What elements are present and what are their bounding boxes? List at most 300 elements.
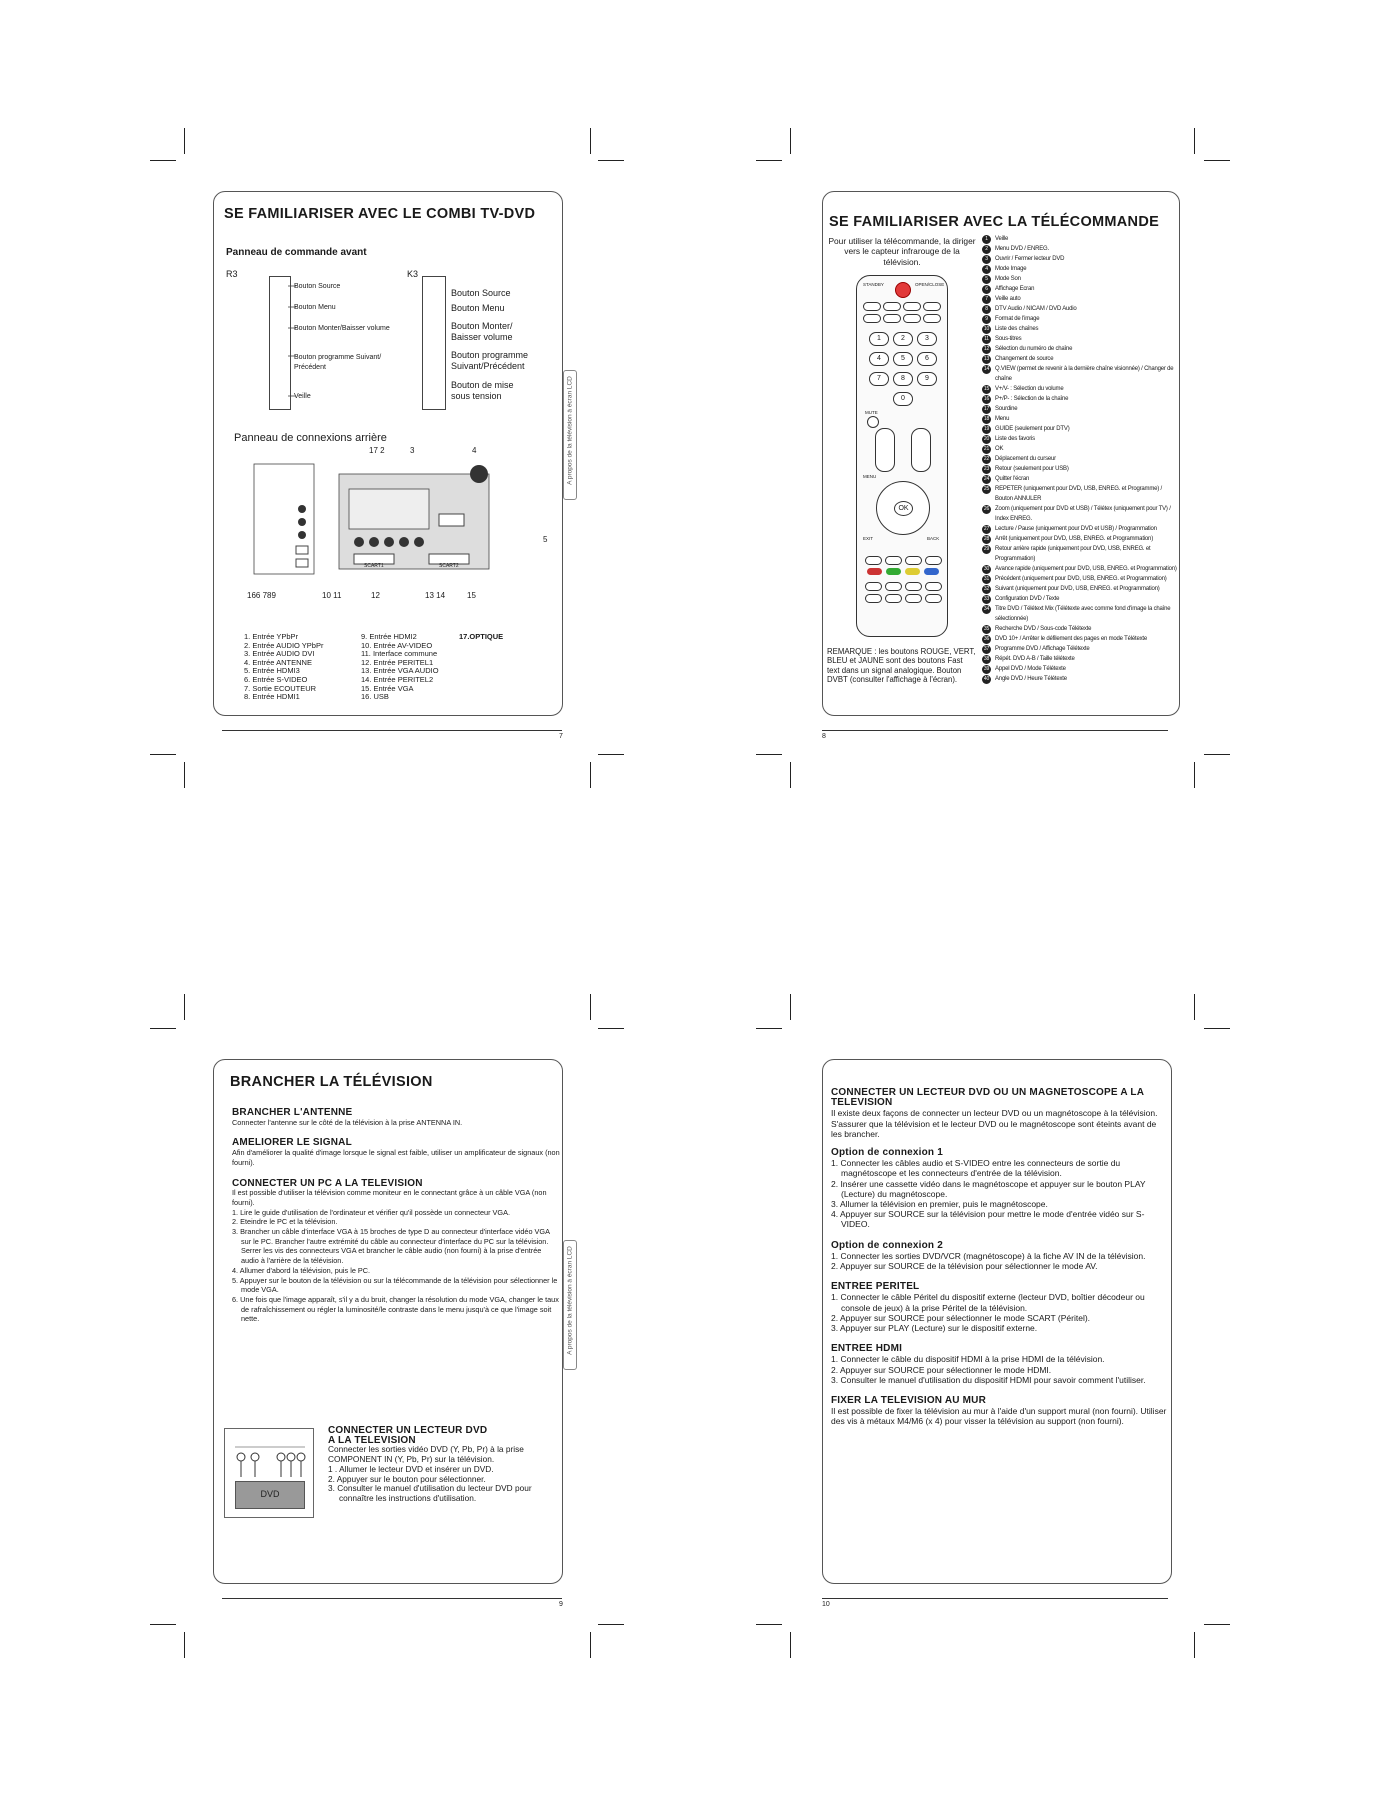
legend-number-badge: 11	[982, 335, 991, 344]
legend-item	[982, 664, 1178, 674]
legend-text: Ouvrir / Fermer lecteur DVD	[995, 256, 1065, 262]
crop-mark	[590, 762, 591, 788]
option2-step: 1. Connecter les sorties DVD/VCR (magnétoscope) à la fiche AV IN de la télévision.	[831, 1250, 1146, 1261]
page-number: 9	[559, 1601, 563, 1608]
legend-item	[982, 444, 1178, 454]
legend-item	[982, 264, 1178, 274]
dvd-section	[328, 1426, 560, 1504]
transport-button[interactable]	[925, 556, 942, 565]
wall-text: Il est possible de fixer la télévision au mur à l'aide d'un support mural (non fourni). Utiliser des vis à métaux M4/M6 (x 4) pour visser la télévision au support (non fourni).	[831, 1406, 1167, 1427]
side-tab-page-9	[563, 1240, 577, 1370]
page4-body	[831, 1088, 1167, 1427]
side-tab-text: A propos de la télévision à écran LCD	[566, 1246, 574, 1355]
signal-text: Afin d'améliorer la qualité d'image lorsque le signal est faible, utiliser un amplificateur de signaux (non fourni).	[232, 1148, 560, 1167]
option1-step: 3. Allumer la télévision en premier, puis le magnétoscope.	[831, 1199, 1048, 1210]
transport-button[interactable]	[905, 582, 922, 591]
input-item: 5. Entrée HDMI3	[244, 666, 300, 676]
side-tab-page-7	[563, 370, 577, 500]
legend-text: Sourdine	[995, 406, 1018, 412]
page3-body	[232, 1108, 560, 1324]
transport-button[interactable]	[905, 556, 922, 565]
crop-mark	[150, 1028, 176, 1029]
remote-legend	[982, 234, 1178, 684]
input-item: 10. Entrée AV-VIDEO	[361, 640, 433, 650]
k3-item-source: Bouton Source	[451, 288, 511, 298]
mute-label: MUTE	[865, 410, 878, 415]
input-item: 8. Entrée HDMI1	[244, 692, 300, 702]
crop-mark	[1204, 160, 1230, 161]
legend-number-badge: 12	[983, 345, 990, 352]
channel-rocker[interactable]	[911, 428, 931, 472]
legend-text: Déplacement du curseur	[995, 456, 1056, 462]
crop-mark	[184, 994, 185, 1020]
peritel-step: 3. Appuyer sur PLAY (Lecture) sur le dispositif externe.	[831, 1323, 1038, 1334]
wall-heading: FIXER LA TELEVISION AU MUR	[831, 1395, 987, 1407]
blue-button[interactable]	[924, 568, 939, 575]
legend-number-badge: 6	[982, 285, 991, 294]
pc-step: 1. Lire le guide d'utilisation de l'ordinateur et vérifier qu'il possède un connecteur VGA.	[232, 1207, 510, 1217]
legend-number-badge: 7	[982, 295, 991, 304]
rear-label-10-11: 10 11	[322, 591, 342, 600]
legend-text: DVD 10+ / Arrêter le défilement des pages en mode Télétexte	[995, 636, 1148, 642]
yellow-button[interactable]	[905, 568, 920, 575]
function-button[interactable]	[903, 314, 921, 323]
function-button[interactable]	[883, 302, 901, 311]
exit-label: EXIT	[863, 536, 874, 541]
legend-number-badge: 32	[983, 585, 990, 592]
legend-text: Lecture / Pause (uniquement pour DVD et USB) / Programmation	[995, 526, 1157, 532]
legend-text: Répét. DVD A-B / Taille télétexte	[995, 656, 1075, 662]
back-label: BACK	[927, 536, 940, 541]
remote-intro: Pour utiliser la télécommande, la diriger vers le capteur infrarouge de la télévision.	[828, 236, 976, 267]
input-item: 12. Entrée PERITEL1	[361, 657, 434, 667]
r3-item-source: Bouton Source	[294, 283, 341, 290]
legend-text: Liste des favoris	[995, 436, 1035, 442]
legend-text: Changement de source	[995, 356, 1054, 362]
page-9	[213, 1059, 563, 1584]
page-title: BRANCHER LA TÉLÉVISION	[230, 1074, 433, 1090]
number-key-2[interactable]: 2	[893, 332, 913, 346]
number-key-7[interactable]: 7	[869, 372, 889, 386]
legend-text: Appel DVD / Mode Télétexte	[995, 666, 1066, 672]
page-number: 8	[822, 733, 826, 740]
legend-number-badge: 34	[983, 605, 990, 612]
function-button[interactable]	[903, 302, 921, 311]
transport-button[interactable]	[925, 594, 942, 603]
pc-heading: CONNECTER UN PC A LA TELEVISION	[232, 1177, 423, 1189]
legend-number-badge: 33	[983, 595, 990, 602]
k3-panel-strip	[422, 276, 446, 410]
function-button[interactable]	[863, 314, 881, 323]
option1-heading: Option de connexion 1	[831, 1147, 943, 1159]
legend-number-badge: 13	[983, 355, 990, 362]
k3-item-volume: Bouton Monter/ Baisser volume	[451, 321, 513, 342]
legend-number-badge: 3	[982, 255, 991, 264]
legend-item	[982, 324, 1178, 334]
legend-number-badge: 39	[983, 665, 990, 672]
dvd-diagram	[224, 1428, 314, 1518]
crop-mark	[756, 754, 782, 755]
dvd-label: DVD	[260, 1489, 280, 1499]
input-item: 3. Entrée AUDIO DVI	[244, 649, 315, 659]
standby-label: STANDBY	[863, 282, 884, 287]
legend-text: Liste des chaînes	[995, 326, 1039, 332]
input-item: 17.OPTIQUE	[459, 632, 504, 641]
dvd-step: 3. Consulter le manuel d'utilisation du lecteur DVD pour connaître les instructions d'utilisation.	[328, 1483, 532, 1503]
legend-item	[982, 334, 1178, 344]
legend-number-badge: 5	[982, 275, 991, 284]
legend-item	[982, 654, 1178, 664]
pc-step: 4. Allumer d'abord la télévision, puis le PC.	[232, 1265, 371, 1275]
legend-text: OK	[995, 446, 1004, 452]
color-buttons	[867, 568, 939, 576]
legend-item	[982, 504, 1178, 524]
legend-text: Affichage Ecran	[995, 286, 1035, 292]
rear-panel-heading: Panneau de connexions arrière	[234, 432, 387, 444]
legend-number-badge: 27	[983, 525, 990, 532]
dvd-vcr-heading: CONNECTER UN LECTEUR DVD OU UN MAGNETOSCOPE A LA TELEVISION	[831, 1087, 1144, 1109]
number-key-0[interactable]: 0	[893, 392, 913, 406]
number-key-4[interactable]: 4	[869, 352, 889, 366]
footer-line	[222, 1598, 562, 1599]
green-button[interactable]	[886, 568, 901, 575]
hdmi-step: 3. Consulter le manuel d'utilisation du dispositif HDMI pour savoir comment l'utiliser.	[831, 1374, 1146, 1385]
legend-number-badge: 9	[982, 315, 991, 324]
input-item: 4. Entrée ANTENNE	[244, 657, 312, 667]
legend-item	[982, 404, 1178, 414]
transport-button[interactable]	[885, 582, 902, 591]
footer-line	[822, 730, 1168, 731]
input-item: 6. Entrée S-VIDEO	[244, 674, 308, 684]
crop-mark	[1194, 994, 1195, 1020]
crop-mark	[1194, 762, 1195, 788]
legend-text: Configuration DVD / Texte	[995, 596, 1060, 602]
legend-item	[982, 274, 1178, 284]
legend-item	[982, 624, 1178, 634]
option1-step: 2. Insérer une cassette vidéo dans le magnétoscope et appuyer sur le bouton PLAY (Lecture) du magnétoscope.	[831, 1178, 1146, 1199]
number-key-1[interactable]: 1	[869, 332, 889, 346]
legend-number-badge: 40	[983, 675, 990, 682]
rear-label-bottom-left: 166 789	[247, 591, 276, 600]
dvd-player-box	[235, 1481, 305, 1509]
legend-text: Menu DVD / ENREG.	[995, 246, 1049, 252]
legend-number-badge: 14	[983, 365, 990, 372]
legend-item	[982, 464, 1178, 474]
menu-label: MENU	[863, 474, 877, 479]
crop-mark	[150, 160, 176, 161]
page-7	[213, 191, 563, 716]
function-button[interactable]	[863, 302, 881, 311]
legend-item	[982, 294, 1178, 304]
rear-label-scart1: SCART1	[364, 563, 384, 569]
crop-mark	[590, 128, 591, 154]
legend-item	[982, 424, 1178, 434]
inputs-column-2	[361, 633, 439, 702]
crop-mark	[790, 1632, 791, 1658]
crop-mark	[790, 762, 791, 788]
legend-text: Titre DVD / Télétext Mix (Télétexte avec comme fond d'image la chaîne sélectionnée)	[995, 606, 1171, 622]
legend-number-badge: 17	[983, 405, 990, 412]
rear-label-5: 5	[543, 535, 548, 544]
inputs-column-3	[459, 633, 503, 642]
signal-heading: AMELIORER LE SIGNAL	[232, 1137, 352, 1149]
transport-button[interactable]	[865, 556, 882, 565]
legend-item	[982, 534, 1178, 544]
input-item: 2. Entrée AUDIO YPbPr	[244, 640, 324, 650]
function-button[interactable]	[923, 314, 941, 323]
page-10	[822, 1059, 1172, 1584]
k3-item-menu: Bouton Menu	[451, 303, 505, 313]
crop-mark	[790, 128, 791, 154]
crop-mark	[150, 754, 176, 755]
legend-item	[982, 434, 1178, 444]
crop-mark	[598, 1624, 624, 1625]
rear-label-scart2: SCART2	[439, 563, 459, 569]
legend-text: Angle DVD / Heure Télétexte	[995, 676, 1067, 682]
ok-button[interactable]: OK	[894, 501, 913, 516]
legend-text: Quitter l'écran	[995, 476, 1030, 482]
input-item: 11. Interface commune	[361, 649, 438, 659]
legend-text: Retour (seulement pour USB)	[995, 466, 1069, 472]
legend-item	[982, 634, 1178, 644]
legend-text: Sélection du numéro de chaîne	[995, 346, 1073, 352]
legend-item	[982, 354, 1178, 364]
legend-number-badge: 37	[983, 645, 990, 652]
legend-number-badge: 30	[983, 565, 990, 572]
input-item: 16. USB	[361, 692, 389, 702]
color-buttons-note: REMARQUE : les boutons ROUGE, VERT, BLEU et JAUNE sont des boutons Fast text dans un signal analogique. Bouton DVBT (consulter l'affichage à l'écran).	[827, 647, 976, 685]
legend-text: Veille	[995, 236, 1009, 242]
legend-item	[982, 394, 1178, 404]
page-title: SE FAMILIARISER AVEC LA TÉLÉCOMMANDE	[829, 214, 1160, 230]
crop-mark	[1194, 128, 1195, 154]
r3-item-standby: Veille	[294, 393, 311, 400]
legend-item	[982, 524, 1178, 534]
legend-number-badge: 10	[983, 325, 990, 332]
rear-label-13-14: 13 14	[425, 591, 446, 600]
page-title: SE FAMILIARISER AVEC LE COMBI TV-DVD	[224, 206, 536, 222]
hdmi-step: 2. Appuyer sur SOURCE pour sélectionner le mode HDMI.	[831, 1364, 1052, 1375]
r3-item-program: Bouton programme Suivant/ Précédent	[294, 354, 382, 371]
legend-number-badge: 29	[983, 545, 990, 552]
legend-text: Avance rapide (uniquement pour DVD, USB, ENREG. et Programmation)	[995, 566, 1177, 572]
pc-step: 6. Une fois que l'image apparaît, s'il y a du bruit, changer la résolution du mode VGA, changer le taux de rafraîchissement ou régler la luminosité/le contraste dans le menu jusqu'à ce que l'image soit nette.	[232, 1294, 559, 1324]
front-panel-heading: Panneau de commande avant	[226, 247, 367, 258]
legend-item	[982, 234, 1178, 244]
k3-item-program: Bouton programme Suivant/Précédent	[451, 350, 529, 371]
hdmi-step: 1. Connecter le câble du dispositif HDMI à la prise HDMI de la télévision.	[831, 1354, 1105, 1365]
legend-text: Mode Son	[995, 276, 1021, 282]
legend-item	[982, 544, 1178, 564]
legend-number-badge: 4	[982, 265, 991, 274]
footer-line	[222, 730, 562, 731]
crop-mark	[790, 994, 791, 1020]
input-item: 7. Sortie ECOUTEUR	[244, 683, 317, 693]
legend-text: Recherche DVD / Sous-code Télétexte	[995, 626, 1092, 632]
legend-item	[982, 474, 1178, 484]
antenna-heading: BRANCHER L'ANTENNE	[232, 1107, 353, 1118]
function-button[interactable]	[923, 302, 941, 311]
legend-text: Précédent (uniquement pour DVD, USB, ENREG. et Programmation)	[995, 576, 1167, 582]
crop-mark	[1204, 754, 1230, 755]
antenna-text: Connecter l'antenne sur le côté de la télévision à la prise ANTENNA IN.	[232, 1117, 463, 1127]
function-button[interactable]	[883, 314, 901, 323]
crop-mark	[756, 1624, 782, 1625]
crop-mark	[590, 1632, 591, 1658]
legend-item	[982, 304, 1178, 314]
legend-number-badge: 36	[983, 635, 990, 642]
number-key-6[interactable]: 6	[917, 352, 937, 366]
pc-intro: Il est possible d'utiliser la télévision comme moniteur en le connectant grâce à un câble VGA (non fourni).	[232, 1188, 547, 1207]
legend-item	[982, 414, 1178, 424]
crop-mark	[184, 762, 185, 788]
pc-step: 2. Eteindre le PC et la télévision.	[232, 1217, 338, 1227]
legend-number-badge: 18	[983, 415, 990, 422]
legend-number-badge: 26	[983, 505, 990, 512]
legend-text: GUIDE (seulement pour DTV)	[995, 426, 1070, 432]
transport-button[interactable]	[885, 556, 902, 565]
mute-button[interactable]	[867, 416, 879, 428]
hdmi-heading: ENTREE HDMI	[831, 1343, 903, 1355]
option2-heading: Option de connexion 2	[831, 1239, 943, 1251]
r3-label: R3	[226, 269, 238, 279]
transport-button[interactable]	[885, 594, 902, 603]
crop-mark	[598, 754, 624, 755]
legend-text: Format de l'image	[995, 316, 1040, 322]
legend-text: Mode Image	[995, 266, 1027, 272]
legend-number-badge: 16	[983, 395, 990, 402]
navigation-pad[interactable]	[876, 481, 930, 535]
legend-item	[982, 254, 1178, 264]
legend-item	[982, 364, 1178, 384]
option1-step: 4. Appuyer sur SOURCE sur la télévision pour mettre le mode d'entrée vidéo sur S-VIDEO.	[831, 1209, 1145, 1230]
legend-text: P+/P- : Sélection de la chaîne	[995, 396, 1069, 402]
legend-number-badge: 38	[983, 655, 990, 662]
input-item: 14. Entrée PERITEL2	[361, 674, 434, 684]
crop-mark	[590, 994, 591, 1020]
legend-text: Retour arrière rapide (uniquement pour DVD, USB, ENREG. et Programmation)	[995, 546, 1151, 562]
transport-button[interactable]	[905, 594, 922, 603]
standby-button[interactable]	[895, 282, 911, 298]
legend-text: Sous-titres	[995, 336, 1022, 342]
legend-item	[982, 584, 1178, 594]
legend-item	[982, 574, 1178, 584]
legend-number-badge: 20	[983, 435, 990, 442]
r3-connector-lines	[284, 276, 314, 416]
peritel-step: 2. Appuyer sur SOURCE pour sélectionner le mode SCART (Péritel).	[831, 1312, 1091, 1323]
legend-item	[982, 284, 1178, 294]
legend-number-badge: 35	[983, 625, 990, 632]
number-key-5[interactable]: 5	[893, 352, 913, 366]
legend-number-badge: 2	[982, 245, 991, 254]
legend-number-badge: 1	[982, 235, 991, 244]
crop-mark	[756, 160, 782, 161]
legend-item	[982, 244, 1178, 254]
option2-step: 2. Appuyer sur SOURCE de la télévision pour sélectionner le mode AV.	[831, 1261, 1098, 1272]
crop-mark	[1204, 1624, 1230, 1625]
side-tab-text: A propos de la télévision à écran LCD	[566, 376, 574, 485]
legend-text: REPETER (uniquement pour DVD, USB, ENREG. et Programme) / Bouton ANNULER	[995, 486, 1162, 502]
crop-mark	[1194, 1632, 1195, 1658]
legend-number-badge: 28	[983, 535, 990, 542]
legend-number-badge: 19	[983, 425, 990, 432]
legend-item	[982, 604, 1178, 624]
crop-mark	[150, 1624, 176, 1625]
remote-control	[856, 275, 948, 637]
rear-label-15: 15	[467, 591, 476, 600]
number-key-3[interactable]: 3	[917, 332, 937, 346]
number-key-9[interactable]: 9	[917, 372, 937, 386]
k3-label: K3	[407, 269, 419, 279]
input-item: 13. Entrée VGA AUDIO	[361, 666, 439, 676]
legend-number-badge: 31	[983, 575, 990, 582]
crop-mark	[756, 1028, 782, 1029]
red-button[interactable]	[867, 568, 882, 575]
number-key-8[interactable]: 8	[893, 372, 913, 386]
dvd-vcr-text: Il existe deux façons de connecter un lecteur DVD ou un magnétoscope à la télévision. S'assurer que la télévision et le lecteur DVD ou le magnétoscope sont éteints avant de les brancher.	[831, 1108, 1158, 1139]
legend-text: DTV Audio / NICAM / DVD Audio	[995, 306, 1077, 312]
crop-mark	[184, 1632, 185, 1658]
page-number: 10	[822, 1601, 830, 1608]
legend-item	[982, 454, 1178, 464]
peritel-step: 1. Connecter le câble Péritel du dispositif externe (lecteur DVD, boîtier décodeur ou console de jeux) à la prise Péritel de la télévision.	[831, 1292, 1145, 1313]
legend-number-badge: 23	[983, 465, 990, 472]
dvd-step: 2. Appuyer sur le bouton pour sélectionner.	[328, 1473, 486, 1484]
legend-text: Arrêt (uniquement pour DVD, USB, ENREG. et Programmation)	[995, 536, 1153, 542]
volume-rocker[interactable]	[875, 428, 895, 472]
k3-item-power: Bouton de mise sous tension	[451, 380, 514, 401]
crop-mark	[1204, 1028, 1230, 1029]
input-item: 1. Entrée YPbPr	[244, 632, 299, 641]
inputs-column-1	[244, 633, 323, 702]
legend-number-badge: 15	[983, 385, 990, 392]
rear-label-12: 12	[371, 591, 380, 600]
rear-label-3: 3	[410, 446, 415, 455]
transport-button[interactable]	[865, 582, 882, 591]
legend-item	[982, 594, 1178, 604]
legend-text: V+/V- : Sélection du volume	[995, 386, 1064, 392]
legend-text: Suivant (uniquement pour DVD, USB, ENREG. et Programmation)	[995, 586, 1160, 592]
legend-number-badge: 24	[983, 475, 990, 482]
peritel-heading: ENTREE PERITEL	[831, 1281, 920, 1293]
legend-text: Veille auto	[995, 296, 1021, 302]
transport-button[interactable]	[865, 594, 882, 603]
legend-item	[982, 564, 1178, 574]
legend-text: Programme DVD / Affichage Télétexte	[995, 646, 1090, 652]
input-item: 15. Entrée VGA	[361, 683, 414, 693]
option1-step: 1. Connecter les câbles audio et S-VIDEO entre les connecteurs de sortie du magnétoscope et les connecteurs d'entrée de la télévision.	[831, 1158, 1121, 1179]
legend-number-badge: 21	[983, 445, 990, 452]
dvd-heading: CONNECTER UN LECTEUR DVD A LA TELEVISION	[328, 1425, 488, 1446]
rear-label-17-2: 17 2	[369, 446, 385, 455]
legend-item	[982, 314, 1178, 324]
legend-item	[982, 644, 1178, 654]
crop-mark	[184, 128, 185, 154]
r3-item-volume: Bouton Monter/Baisser volume	[294, 325, 390, 332]
legend-item	[982, 384, 1178, 394]
crop-mark	[598, 1028, 624, 1029]
open-close-label: OPEN/CLOSE	[915, 282, 945, 287]
dvd-step: 1 . Allumer le lecteur DVD et insérer un DVD.	[328, 1463, 494, 1474]
legend-text: Zoom (uniquement pour DVD et USB) / Télétex (uniquement pour TV) / Index ENREG.	[995, 506, 1171, 522]
transport-button[interactable]	[925, 582, 942, 591]
legend-item	[982, 484, 1178, 504]
pc-step: 3. Brancher un câble d'interface VGA à 15 broches de type D au connecteur d'interface vidéo VGA sur le PC. Brancher l'autre extrémité du câble au connecteur d'interface du PC sur la télévision. Serrer les vis des connecteurs VGA et brancher le câble audio (non fourni) à la prise d'entrée audio à l'arrière de la télévision.	[232, 1227, 550, 1266]
r3-item-menu: Bouton Menu	[294, 304, 336, 311]
input-item: 9. Entrée HDMI2	[361, 632, 417, 641]
legend-item	[982, 674, 1178, 684]
rear-label-4: 4	[472, 446, 477, 455]
